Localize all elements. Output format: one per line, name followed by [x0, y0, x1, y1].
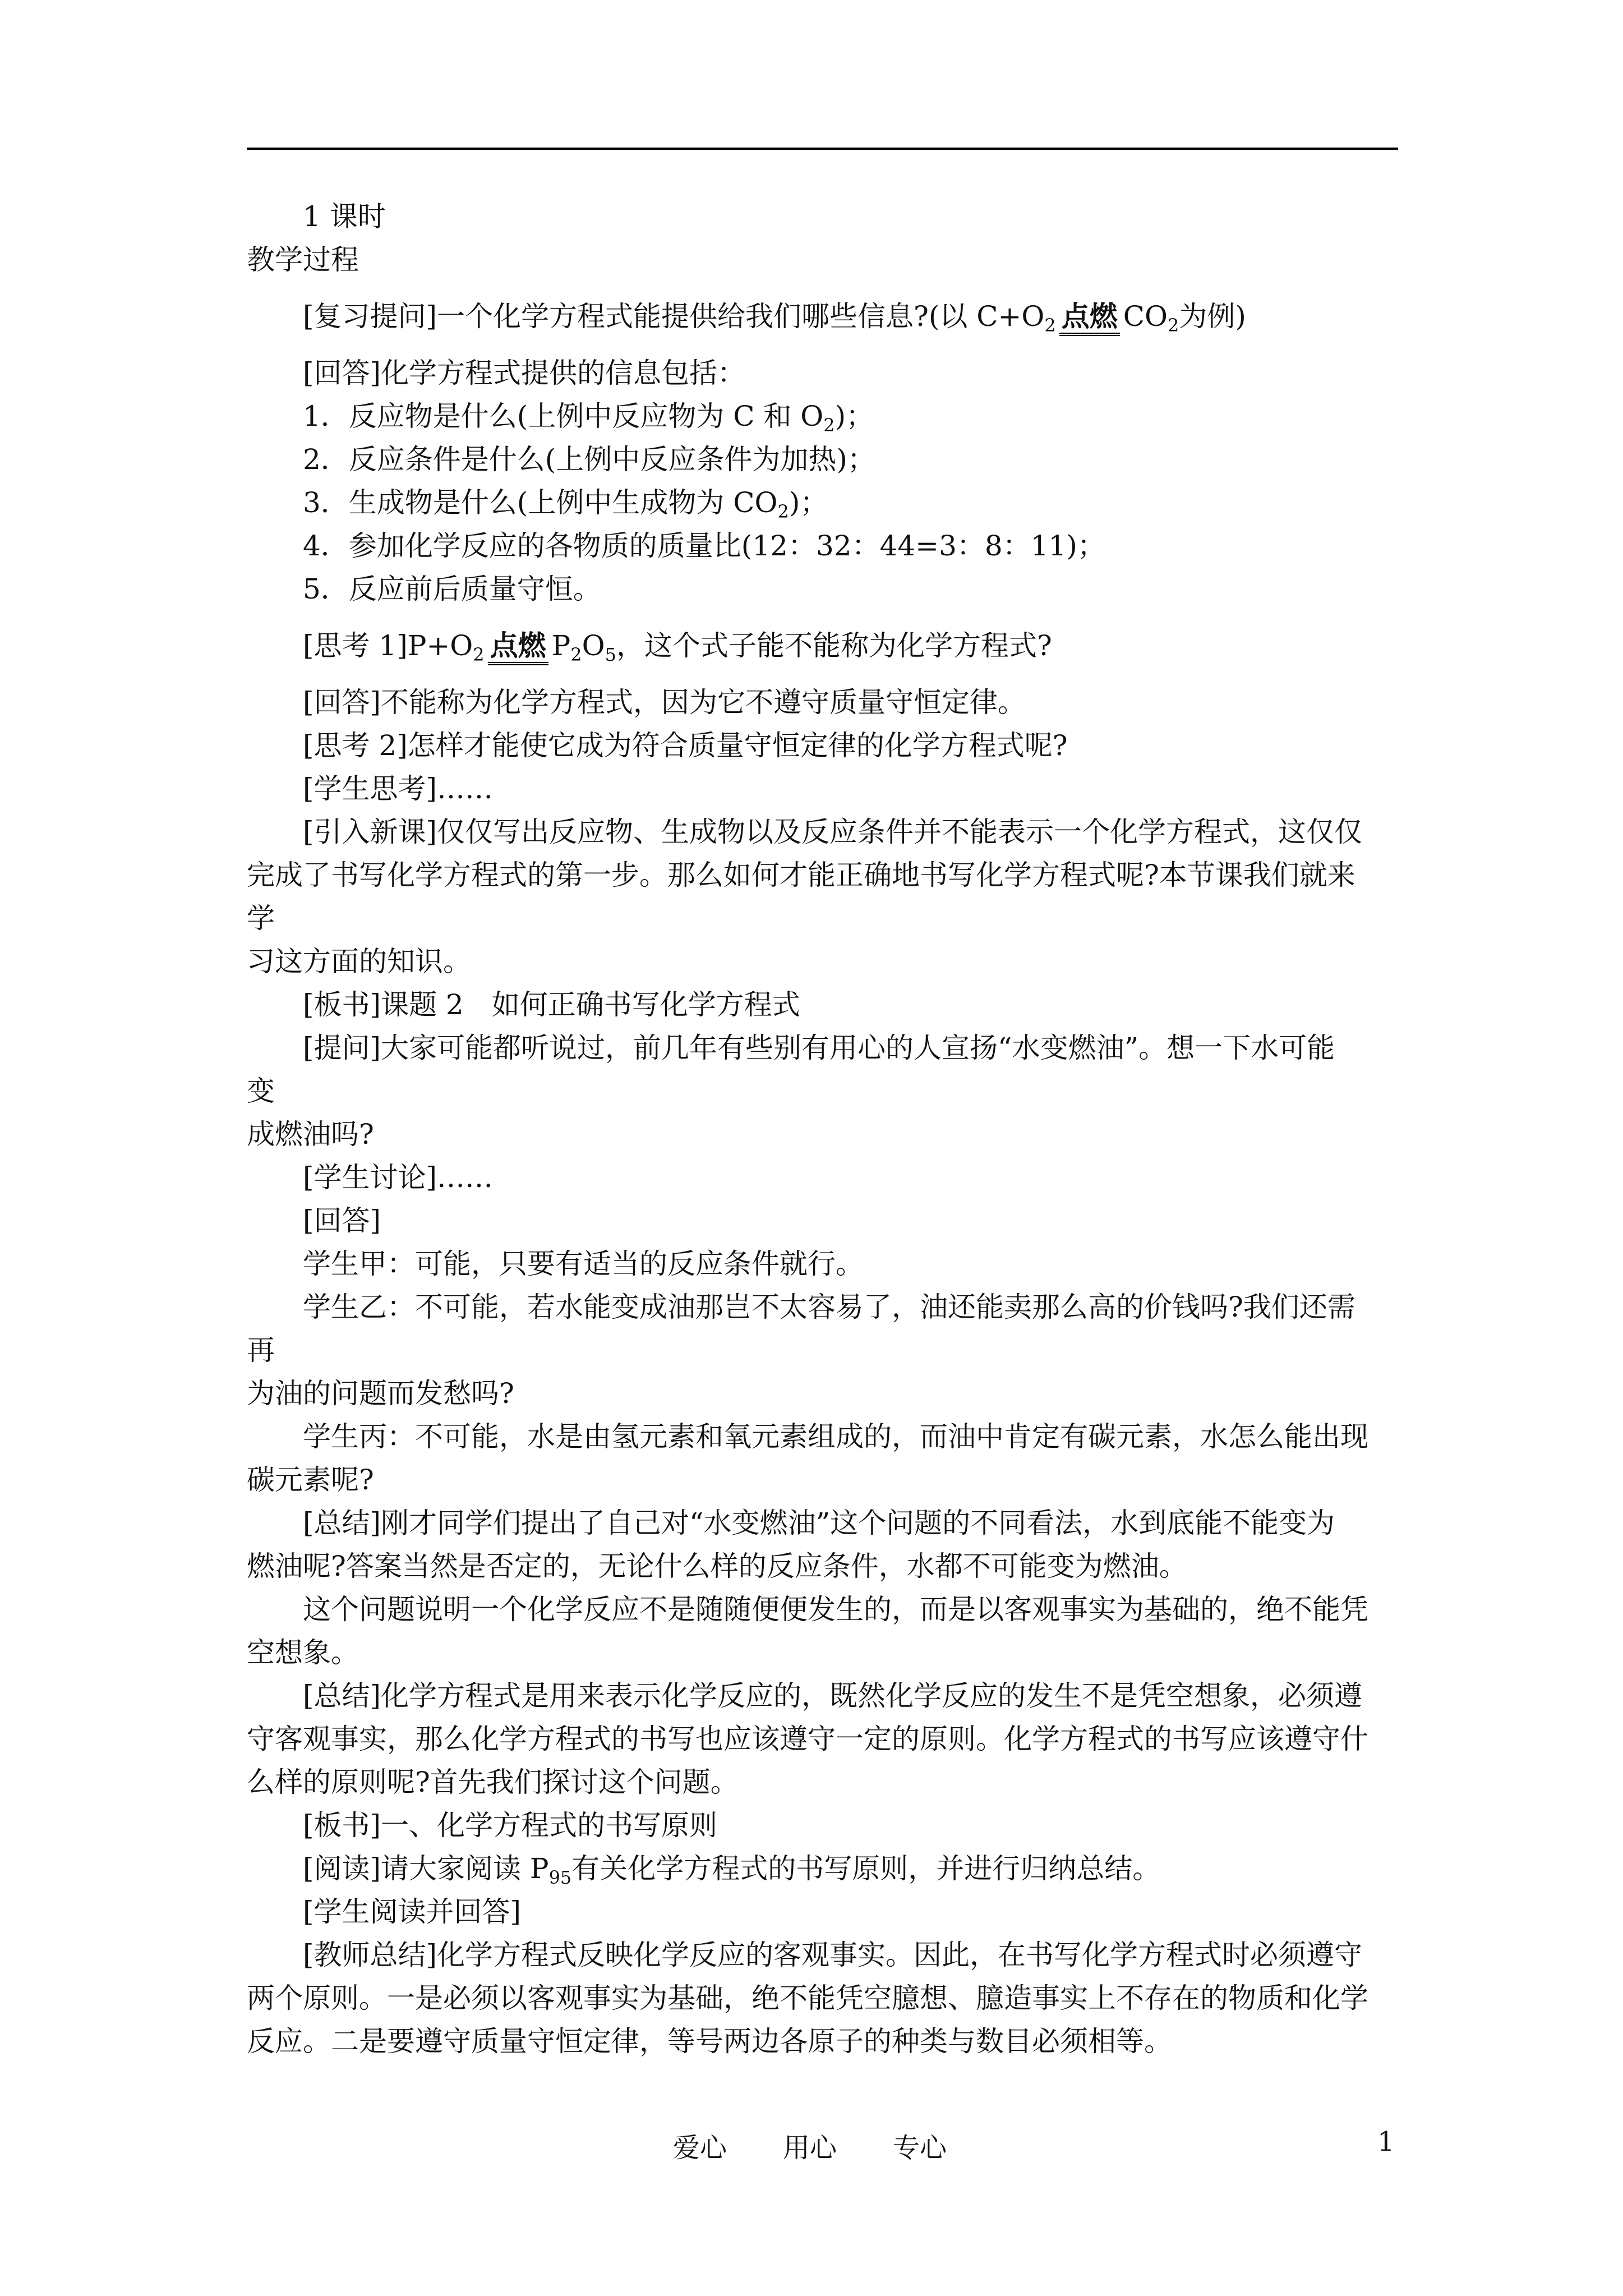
paragraph: 成燃油吗? — [247, 1118, 374, 1151]
board-heading: [板书]一、化学方程式的书写原则 — [303, 1809, 718, 1842]
paragraph: 两个原则。一是必须以客观事实为基础，绝不能凭空臆想、臆造事实上不存在的物质和化学 — [247, 1982, 1368, 2014]
paragraph: [学生思考]…… — [303, 772, 494, 805]
list-item: 4．参加化学反应的各物质的质量比(12：32：44=3：8：11)； — [303, 530, 1105, 562]
paragraph: 守客观事实，那么化学方程式的书写也应该遵守一定的原则。化学方程式的书写应该遵守什 — [247, 1723, 1368, 1755]
paragraph: [回答] — [303, 1204, 381, 1237]
think-question-1: [思考 $1]P+O_2$ 点燃 $P_2O_5$，这个式子能不能称为化学方程式? — [303, 629, 1052, 665]
list-item: 1．反应物是什么(上例中反应物为 C 和 $O_2$)； — [303, 400, 874, 436]
paragraph: 反应。二是要遵守质量守恒定律，等号两边各原子的种类与数目必须相等。 — [247, 2025, 1172, 2058]
paragraph: 碳元素呢? — [247, 1464, 374, 1496]
paragraph: 再 — [247, 1334, 275, 1366]
header-rule — [247, 148, 1398, 150]
paragraph: [思考 2]怎样才能使它成为符合质量守恒定律的化学方程式呢? — [303, 729, 1068, 762]
paragraph: [教师总结]化学方程式反映化学反应的客观事实。因此，在书写化学方程式时必须遵守 — [303, 1939, 1363, 1971]
lesson-duration: 1 课时 — [303, 200, 386, 233]
paragraph: [引入新课]仅仅写出反应物、生成物以及反应条件并不能表示一个化学方程式，这仅仅 — [303, 816, 1363, 848]
paragraph: 学生甲：可能，只要有适当的反应条件就行。 — [303, 1248, 864, 1280]
section-heading: 教学过程 — [247, 243, 359, 276]
paragraph: 习这方面的知识。 — [247, 945, 471, 978]
paragraph: [回答]不能称为化学方程式，因为它不遵守质量守恒定律。 — [303, 686, 1026, 719]
paragraph: 变 — [247, 1075, 275, 1107]
paragraph: [阅读]请大家阅读 $P_{95}$有关化学方程式的书写原则，并进行归纳总结。 — [303, 1852, 1161, 1888]
page-number: 1 — [1377, 2126, 1395, 2157]
reaction-condition: 点燃 — [488, 629, 548, 665]
paragraph: 这个问题说明一个化学反应不是随随便便发生的，而是以客观事实为基础的，绝不能凭 — [303, 1593, 1368, 1626]
paragraph: [总结]刚才同学们提出了自己对“水变燃油”这个问题的不同看法，水到底能不能变为 — [303, 1507, 1335, 1539]
list-item: 5．反应前后质量守恒。 — [303, 573, 601, 605]
paragraph: 学生乙：不可能，若水能变成油那岂不太容易了，油还能卖那么高的价钱吗?我们还需 — [303, 1291, 1355, 1323]
paragraph: 为油的问题而发愁吗? — [247, 1377, 514, 1410]
paragraph: [学生讨论]…… — [303, 1161, 494, 1194]
paragraph: [学生阅读并回答] — [303, 1895, 522, 1928]
footer-motto: 爱心 用心 专心 — [673, 2132, 947, 2164]
paragraph: [提问]大家可能都听说过，前几年有些别有用心的人宣扬“水变燃油”。想一下水可能 — [303, 1032, 1335, 1064]
paragraph: 学生丙：不可能，水是由氢元素和氧元素组成的，而油中肯定有碳元素，水怎么能出现 — [303, 1420, 1368, 1453]
paragraph: 燃油呢?答案当然是否定的，无论什么样的反应条件，水都不可能变为燃油。 — [247, 1550, 1187, 1582]
list-item: 3．生成物是什么(上例中生成物为 $CO_2$)； — [303, 486, 828, 522]
paragraph: 学 — [247, 902, 275, 935]
list-item: 2．反应条件是什么(上例中反应条件为加热)； — [303, 443, 875, 476]
review-question: [复习提问]一个化学方程式能提供给我们哪些信息?(以 $C+O_2$ 点燃 $CO_2$为例) — [303, 300, 1246, 336]
document-body — [247, 195, 1398, 2063]
paragraph: 空想象。 — [247, 1636, 359, 1669]
board-title: [板书]课题 2 如何正确书写化学方程式 — [303, 988, 800, 1021]
paragraph: 完成了书写化学方程式的第一步。那么如何才能正确地书写化学方程式呢?本节课我们就来 — [247, 859, 1355, 891]
reaction-condition: 点燃 — [1059, 300, 1120, 336]
paragraph: 么样的原则呢?首先我们探讨这个问题。 — [247, 1766, 739, 1798]
paragraph: [总结]化学方程式是用来表示化学反应的，既然化学反应的发生不是凭空想象，必须遵 — [303, 1680, 1363, 1712]
paragraph: [回答]化学方程式提供的信息包括： — [303, 357, 746, 389]
